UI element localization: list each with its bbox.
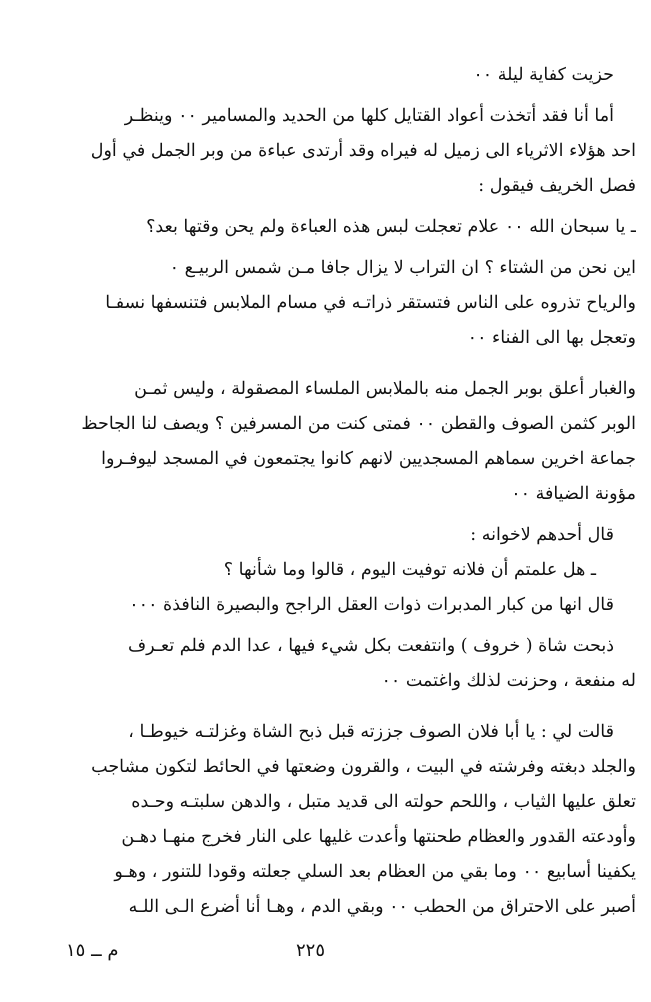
signature-mark: م ــ ١٥ [66,940,119,961]
text-line: قالت لي : يا أبا فلان الصوف جززته قبل ذبح الشاة وغزلتـه خيوطـا ، [128,722,614,742]
text-line: اين نحن من الشتاء ؟ ان التراب لا يزال جافا مـن شمس الربيـع ٠ [169,258,636,278]
text-line: وتعجل بها الى الفناء ٠٠ [467,328,636,348]
text-line: والغبار أعلق بوبر الجمل منه بالملابس الملساء المصقولة ، وليس ثمـن [134,379,636,399]
text-line: تعلق عليها الثياب ، واللحم حولته الى قديد متبل ، والدهن سلبتـه وحـده [131,792,636,812]
paragraph [36,518,636,553]
page-footer [36,940,636,970]
text-line: والجلد دبغته وفرشته في البيت ، والقرون وضعتها في الحائط لتكون مشاجب [91,757,636,777]
paragraph [36,210,636,245]
paragraph [36,251,636,356]
text-line: يكفينا أسابيع ٠٠ وما بقي من العظام بعد السلي جعلته وقودا للتنور ، وهـو [114,862,636,882]
text-line: جماعة اخرين سماهم المسجديين لانهم كانوا يجتمعون في المسجد ليوفـروا [101,449,636,469]
text-line: ذبحت شاة ( خروف ) وانتفعت بكل شيء فيها ، عدا الدم فلم تعـرف [128,636,614,656]
paragraph [36,715,636,925]
page-number: ٢٢٥ [296,940,326,961]
text-line: والرياح تذروه على الناس فتستقر ذراتـه في مسام الملابس فتنسفها نسفـا [105,293,636,313]
paragraph [36,99,636,204]
text-line: ـ يا سبحان الله ٠٠ علام تعجلت لبس هذه العباءة ولم يحن وقتها بعد؟ [146,217,636,237]
text-line: حزيت كفاية ليلة ٠٠ [473,65,614,85]
paragraph [36,372,636,512]
paragraph [36,629,636,699]
text-line: احد هؤلاء الاثرياء الى زميل له فيراه وقد أرتدى عباءة من وبر الجمل في أول [90,141,636,161]
text-line: أما أنا فقد أتخذت أعواد القتايل كلها من الحديد والمسامير ٠٠ وينظـر [124,106,614,126]
text-line: وأودعته القدور والعظام طحنتها وأعدت غليها على النار فخرج منهـا دهـن [121,827,636,847]
text-line: فصل الخريف فيقول : [478,176,636,196]
paragraph [36,553,636,588]
text-line: له منفعة ، وحزنت لذلك واغتمت ٠٠ [381,671,636,691]
text-line: ـ هل علمتم أن فلانه توفيت اليوم ، قالوا وما شأنها ؟ [223,560,596,580]
text-line: قال انها من كبار المدبرات ذوات العقل الراجح والبصيرة النافذة ٠٠٠ [129,595,614,615]
paragraph [36,58,636,93]
text-line: أصبر على الاحتراق من الحطب ٠٠ وبقي الدم ، وهـا أنا أضرع الـى اللـه [128,897,636,917]
body-text [36,58,636,925]
text-line: مؤونة الضيافة ٠٠ [511,484,636,504]
text-line: الوبر كثمن الصوف والقطن ٠٠ فمتى كنت من المسرفين ؟ ويصف لنا الجاحظ [81,414,636,434]
paragraph [36,588,636,623]
text-line: قال أحدهم لاخوانه : [470,525,614,545]
